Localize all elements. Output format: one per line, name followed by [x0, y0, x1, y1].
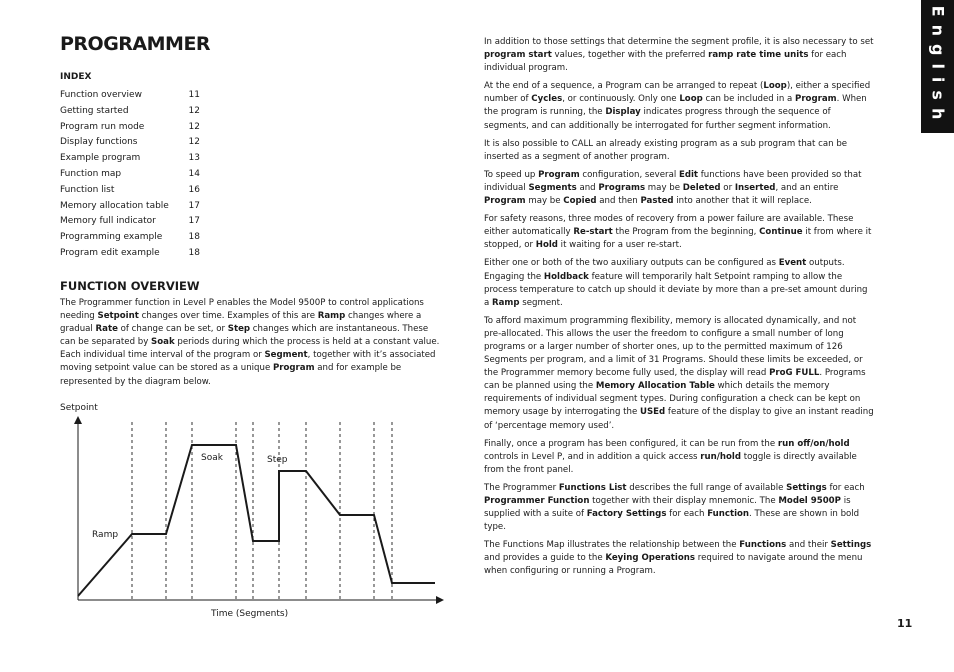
bold-term: Inserted: [734, 182, 776, 193]
text-run: is supplied with a suite of: [484, 496, 851, 520]
diagram-y-axis-label: Setpoint: [60, 403, 98, 413]
bold-term: Settings: [786, 482, 827, 493]
index-item-page: 12: [188, 105, 200, 116]
text-run: required to navigate around the menu when configuring or running a Program.: [484, 553, 863, 577]
text-run: values, together with the preferred: [551, 50, 709, 61]
body-paragraph: [484, 213, 874, 252]
body-paragraph: [484, 36, 874, 75]
index-item: [60, 135, 200, 151]
bold-term: Rate: [95, 324, 118, 335]
body-paragraph: [484, 315, 874, 433]
bold-term: Deleted: [682, 182, 721, 193]
text-run: Either one or both of the two auxiliary outputs can be configured as: [484, 258, 779, 269]
text-run: , or continuously. Only one: [562, 94, 680, 105]
bold-term: Functions List: [558, 482, 627, 493]
bold-term: Ramp: [492, 297, 520, 308]
text-run: for each: [666, 509, 708, 520]
text-run: can be included in a: [702, 94, 796, 105]
text-run: of change can be set, or: [117, 324, 228, 335]
bold-term: Pasted: [640, 196, 674, 207]
bold-term: Factory Settings: [586, 509, 667, 520]
index-item-label: Function list: [60, 184, 115, 195]
bold-term: Loop: [679, 94, 703, 105]
text-run: For safety reasons, three modes of recovery from a power failure are available. These either automatically: [484, 214, 854, 238]
bold-term: run/hold: [700, 451, 741, 462]
text-run: functions have been provided so that individual: [484, 169, 862, 193]
index-item: [60, 230, 200, 246]
bold-term: Event: [778, 258, 807, 269]
text-run: indicates progress through the sequence of segments, and can additionally be interrogated for further segment information.: [484, 107, 831, 131]
bold-term: USEd: [640, 407, 666, 418]
index-heading: INDEX: [60, 72, 92, 82]
bold-term: Continue: [759, 227, 803, 238]
index-item: [60, 88, 200, 104]
bold-term: Programmer Function: [484, 496, 590, 506]
index-item-label: Function map: [60, 168, 122, 179]
text-run: . When the program is running, the: [484, 94, 867, 118]
index-item: [60, 120, 200, 136]
index-item-label: Getting started: [60, 105, 129, 116]
index-item-page: 16: [188, 184, 200, 195]
body-paragraph: [484, 169, 874, 208]
bold-term: Cycles: [531, 94, 563, 105]
index-item: [60, 183, 200, 199]
bold-term: Copied: [563, 196, 597, 207]
index-item-page: 11: [188, 90, 200, 100]
body-paragraph: [484, 482, 874, 534]
function-overview-paragraph: [60, 297, 446, 389]
text-run: together with their display mnemonic. The: [589, 496, 779, 506]
text-run: may be: [645, 182, 683, 193]
text-run: In addition to those settings that determine the segment profile, it is also necessary to set: [484, 37, 874, 47]
bold-term: Display: [605, 107, 641, 118]
bold-term: program start: [484, 50, 552, 61]
body-paragraph: [484, 438, 874, 477]
text-run: for each: [826, 482, 865, 493]
text-run: ), either a specified number of: [484, 81, 871, 105]
index-item-label: Memory full indicator: [60, 216, 156, 227]
bold-term: Settings: [830, 540, 872, 551]
bold-term: ramp rate time units: [708, 50, 809, 61]
text-run: changes which are instantaneous. These can be separated by: [60, 324, 429, 348]
text-run: and: [576, 182, 599, 193]
index-item-page: 18: [188, 247, 200, 258]
text-run: and then: [596, 196, 641, 207]
bold-term: Program: [538, 169, 580, 180]
bold-term: Model 9500P: [778, 496, 841, 506]
text-run: feature will temporarily halt Setpoint ramping to allow the process temperature to catch up should it deviate by more than a pre-set amount during a: [484, 271, 868, 308]
bold-term: Segment: [264, 350, 308, 361]
text-run: feature of the display to give an instant reading of ‘percentage memory used’.: [484, 407, 874, 431]
index-item: [60, 199, 200, 215]
index-item-label: Program run mode: [60, 121, 145, 132]
index-item-label: Display functions: [60, 137, 138, 148]
text-run: , together with it’s associated moving setpoint value can be stored as a unique: [60, 350, 436, 374]
right-column: [484, 36, 874, 584]
body-paragraph: [484, 539, 874, 578]
text-run: the Program from the beginning,: [612, 227, 760, 238]
text-run: changes over time. Examples of this are: [138, 311, 318, 322]
text-run: The Programmer: [484, 482, 559, 493]
bold-term: Soak: [151, 337, 175, 348]
bold-term: Programs: [598, 182, 646, 193]
text-run: may be: [525, 196, 564, 207]
step-label: Step: [267, 455, 288, 465]
segment-dividers: [132, 422, 392, 600]
index-item-label: Programming example: [60, 232, 163, 243]
text-run: controls in Level P, and in addition a quick access: [484, 451, 701, 462]
bold-term: Step: [227, 324, 251, 335]
text-run: outputs. Engaging the: [484, 258, 845, 282]
text-run: To speed up: [484, 169, 539, 180]
text-run: segment.: [519, 297, 563, 308]
bold-term: Program: [484, 196, 526, 207]
text-run: and for example be represented by the diagram below.: [60, 363, 402, 387]
text-run: . These are shown in bold type.: [484, 509, 860, 533]
text-run: At the end of a sequence, a Program can be arranged to repeat (: [484, 81, 764, 92]
index-item-page: 17: [188, 216, 200, 227]
text-run: which details the memory requirements of individual segment types. During configuration a check can be kept on memory usage by interrogating the: [484, 381, 861, 418]
language-tab-label: English: [928, 5, 947, 128]
soak-label: Soak: [201, 453, 223, 463]
bold-term: run off/on/hold: [777, 438, 850, 449]
bold-term: Holdback: [543, 271, 589, 282]
index-item-page: 12: [188, 121, 200, 132]
bold-term: Program: [272, 363, 315, 374]
bold-term: Function: [707, 509, 750, 520]
text-run: To afford maximum programming flexibility, memory is allocated dynamically, and not pre-allocated. This allows the user the freedom to configure a small number of long programs or a larger number of shorter ones, up to the permitted maximum of 126 Segments per program, and a limit of 31 Programs. Should these limits be exceeded, or the Programmer memory become fully used, the display will read: [484, 315, 863, 379]
text-run: The Programmer function in Level P enables the Model 9500P to control applications needing: [60, 298, 424, 322]
index-list: [60, 88, 200, 262]
body-paragraph: [484, 138, 874, 164]
text-run: Finally, once a program has been configured, it can be run from the: [484, 438, 778, 449]
body-paragraph: [484, 80, 874, 132]
bold-term: ProG FULL: [769, 368, 820, 379]
index-item: [60, 167, 200, 183]
function-overview-heading: FUNCTION OVERVIEW: [60, 279, 200, 293]
bold-term: Setpoint: [97, 311, 139, 322]
index-item-page: 14: [188, 168, 200, 179]
bold-term: Ramp: [317, 311, 346, 322]
body-paragraph: [484, 257, 874, 309]
text-run: The Functions Map illustrates the relationship between the: [484, 540, 740, 551]
text-run: and their: [786, 540, 831, 551]
index-item-label: Memory allocation table: [60, 200, 169, 211]
bold-term: Loop: [763, 81, 787, 92]
text-run: changes where a gradual: [60, 311, 422, 335]
text-run: describes the full range of available: [626, 482, 787, 493]
text-run: , and an entire: [775, 182, 839, 193]
index-item-label: Program edit example: [60, 247, 160, 258]
index-item-page: 17: [188, 200, 200, 211]
index-item: [60, 214, 200, 230]
diagram-x-axis-label: Time (Segments): [211, 609, 289, 619]
text-run: it from where it stopped, or: [484, 227, 872, 251]
setpoint-diagram: [60, 400, 450, 625]
text-run: toggle is directly available from the front panel.: [484, 451, 857, 475]
index-item: [60, 246, 200, 262]
bold-term: Re-start: [573, 227, 613, 238]
index-item: [60, 151, 200, 167]
text-run: for each individual program.: [484, 50, 847, 74]
text-run: periods during which the process is held at a constant value. Each individual time interval of the program or: [60, 337, 440, 361]
bold-term: Functions: [739, 540, 787, 551]
text-run: or: [720, 182, 735, 193]
index-item-page: 13: [188, 153, 200, 164]
index-item-page: 12: [188, 137, 200, 148]
ramp-label: Ramp: [92, 530, 119, 540]
bold-term: Program: [795, 94, 837, 105]
index-item: [60, 104, 200, 120]
bold-term: Keying Operations: [605, 553, 696, 564]
bold-term: Memory Allocation Table: [595, 381, 715, 392]
bold-term: Hold: [535, 240, 558, 251]
page-number: 11: [897, 617, 913, 630]
text-run: and provides a guide to the: [484, 553, 606, 564]
language-tab: [921, 0, 954, 133]
index-item-label: Example program: [60, 153, 141, 164]
index-item-label: Function overview: [60, 90, 142, 100]
text-run: into another that it will replace.: [673, 196, 812, 207]
text-run: it waiting for a user re-start.: [557, 240, 682, 251]
text-run: It is also possible to CALL an already existing program as a sub program that can be inserted as a segment of another program.: [484, 138, 848, 162]
bold-term: Edit: [678, 169, 699, 180]
text-run: configuration, several: [579, 169, 679, 180]
text-run: . Programs can be planned using the: [484, 368, 866, 392]
page-title: PROGRAMMER: [60, 33, 211, 55]
index-item-page: 18: [188, 232, 200, 243]
bold-term: Segments: [528, 182, 577, 193]
